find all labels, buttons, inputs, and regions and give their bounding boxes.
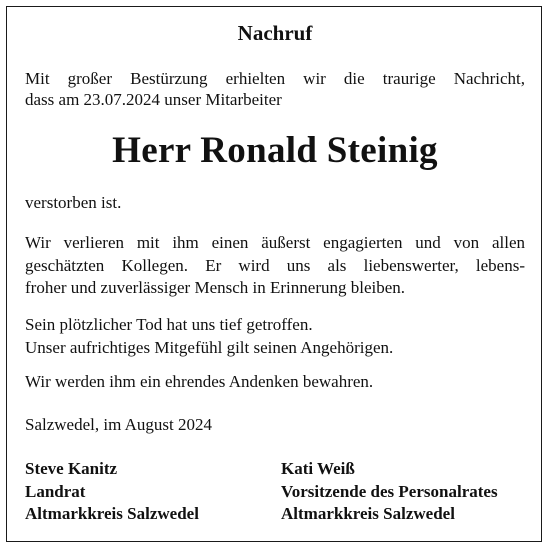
paragraph-condolence — [25, 314, 525, 359]
paragraph-remembrance: Wir werden ihm ein ehrendes Andenken bewahren. — [25, 372, 374, 391]
intro-text — [25, 68, 525, 110]
signatory-role: Vorsitzende des Personalrates — [281, 481, 498, 501]
deceased-name: Herr Ronald Steinig — [112, 130, 438, 171]
signatory-name: Kati Weiß — [281, 459, 355, 478]
paragraph-condolence-line: Sein plötzlicher Tod hat uns tief getroffen. — [25, 315, 313, 334]
signatory-name: Steve Kanitz — [25, 459, 118, 478]
place-date: Salzwedel, im August 2024 — [25, 415, 212, 434]
intro-line-1: Mit großer Bestürzung erhielten wir die traurige Nachricht, — [25, 69, 525, 88]
paragraph-tribute-line: Wir verlieren mit ihm einen äußerst engagierten und von allen — [25, 233, 525, 252]
signatory-organization: Altmarkkreis Salzwedel — [25, 504, 199, 523]
deceased-suffix: verstorben ist. — [25, 193, 122, 212]
signatory-role: Landrat — [25, 481, 86, 501]
paragraph-tribute-line: geschätzten Kollegen. Er wird uns als liebenswerter, lebens- — [25, 255, 525, 275]
intro-line-2: dass am 23.07.2024 unser Mitarbeiter — [25, 90, 282, 109]
paragraph-condolence-line: Unser aufrichtiges Mitgefühl gilt seinen Angehörigen. — [25, 337, 394, 357]
paragraph-tribute-line: froher und zuverlässiger Mensch in Erinnerung bleiben. — [25, 278, 406, 297]
paragraph-tribute — [25, 232, 525, 300]
signatory-right — [281, 458, 498, 526]
signatory-left — [25, 458, 199, 526]
notice-heading: Nachruf — [237, 21, 313, 45]
signatory-organization: Altmarkkreis Salzwedel — [281, 504, 455, 523]
